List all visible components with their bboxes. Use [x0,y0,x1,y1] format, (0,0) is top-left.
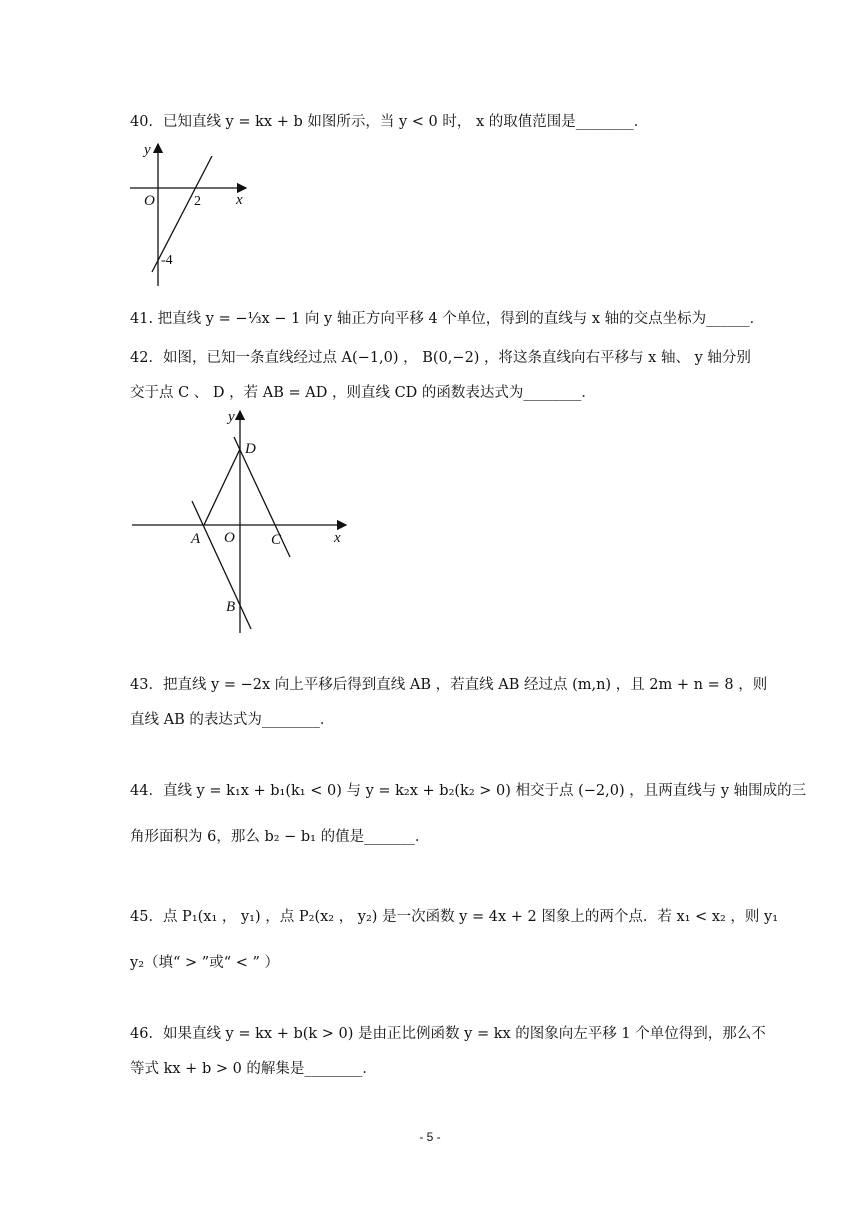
question-43-line-2: 直线 AB 的表达式为________． [130,712,335,728]
y-axis-label: y [228,409,235,425]
point-d-label: D [245,441,256,457]
question-44-line-1: 44．直线 y = k₁x + b₁(k₁ < 0) 与 y = k₂x + b₂(k₂ > 0) 相交于点 (−2,0) ，且两直线与 y 轴围成的三 [130,783,807,799]
origin-label: O [144,193,155,209]
figure-40-graph [128,140,258,290]
question-42-line-1: 42．如图，已知一条直线经过点 A(−1,0) ， B(0,−2) ，将这条直线向右平移与 x 轴、 y 轴分别 [130,350,751,366]
x-intercept-label: 2 [194,194,201,209]
page-number: - 5 - [419,1130,441,1144]
figure-42-graph [128,405,358,637]
question-42-line-2: 交于点 C 、 D ，若 AB = AD ，则直线 CD 的函数表达式为________． [130,385,596,401]
question-45-line-1: 45．点 P₁(x₁ ， y₁) ，点 P₂(x₂ ， y₂) 是一次函数 y = 4x + 2 图象上的两个点．若 x₁ < x₂ ，则 y₁ [130,909,779,925]
question-41-line-1: 41. 把直线 y = −⅓x − 1 向 y 轴正方向平移 4 个单位，得到的直线与 x 轴的交点坐标为______． [130,311,765,327]
line-cd [234,437,290,557]
question-46-line-1: 46．如果直线 y = kx + b(k > 0) 是由正比例函数 y = kx 的图象向左平移 1 个单位得到，那么不 [130,1026,766,1042]
question-43-line-1: 43．把直线 y = −2x 向上平移后得到直线 AB ，若直线 AB 经过点 (m,n) ，且 2m + n = 8 ，则 [130,677,768,693]
question-40-line-1: 40．已知直线 y = kx + b 如图所示，当 y < 0 时， x 的取值范围是________． [130,114,649,130]
question-46-line-2: 等式 kx + b > 0 的解集是________． [130,1061,377,1077]
point-c-label: C [271,532,282,548]
segment-ad [204,449,240,525]
question-44-line-2: 角形面积为 6，那么 b₂ − b₁ 的值是_______． [130,829,430,845]
line-ab [192,501,251,629]
point-a-label: A [191,531,201,547]
figure-42 [128,405,358,637]
y-intercept-label: -4 [161,253,173,268]
y-axis-label: y [144,142,151,158]
point-b-label: B [226,599,236,615]
origin-label: O [224,530,235,546]
x-axis-label: x [334,530,341,546]
figure-40 [128,140,258,290]
x-axis-label: x [236,192,243,208]
question-45-line-2: y₂（填“ > ”或“ < ” ） [130,955,279,971]
